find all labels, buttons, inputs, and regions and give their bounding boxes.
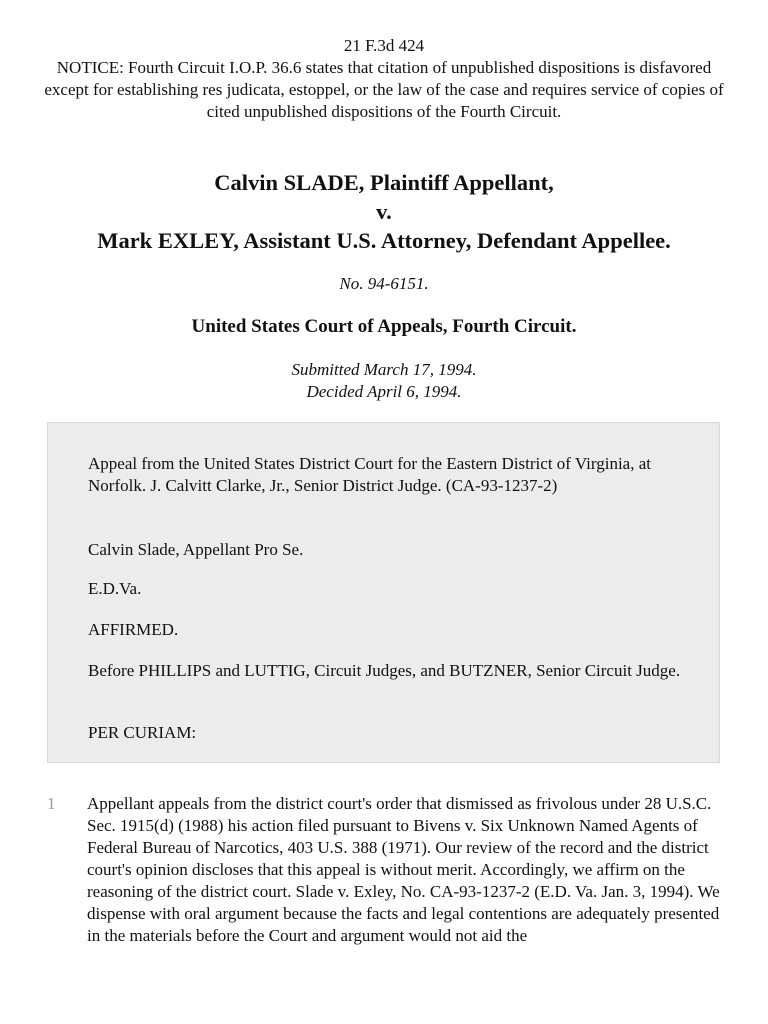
case-dates xyxy=(40,359,728,403)
unpublished-notice: NOTICE: Fourth Circuit I.O.P. 36.6 states that citation of unpublished dispositions is disfavored except for establishing res judicata, estoppel, or the law of the case and requires service of copies of cited unpublished dispositions of the Fourth Circuit. xyxy=(44,58,724,121)
opinion-paragraph: Appellant appeals from the district court's order that dismissed as frivolous under 28 U.S.C. Sec. 1915(d) (1988) his action filed pursuant to Bivens v. Six Unknown Named Agents of Federal Bureau of Narcotics, 403 U.S. 388 (1971). Our review of the record and the district court's opinion discloses that this appeal is without merit. Accordingly, we affirm on the reasoning of the district court. Slade v. Exley, No. CA-93-1237-2 (E.D. Va. Jan. 3, 1994). We dispense with oral argument because the facts and legal contentions are adequately presented in the materials before the Court and argument would not aid the xyxy=(87,794,720,945)
district: E.D.Va. xyxy=(88,579,142,598)
case-summary-box xyxy=(47,422,720,763)
counsel: Calvin Slade, Appellant Pro Se. xyxy=(88,540,304,559)
panel: Before PHILLIPS and LUTTIG, Circuit Judges, and BUTZNER, Senior Circuit Judge. xyxy=(88,661,681,680)
plaintiff-line: Calvin SLADE, Plaintiff Appellant, xyxy=(214,170,554,195)
opinion-author: PER CURIAM: xyxy=(88,723,197,742)
citation: 21 F.3d 424 xyxy=(343,36,425,55)
defendant-line: Mark EXLEY, Assistant U.S. Attorney, Defendant Appellee. xyxy=(97,228,671,253)
disposition: AFFIRMED. xyxy=(88,620,179,639)
paragraph-number: 1 xyxy=(47,794,56,813)
versus-line: v. xyxy=(376,199,392,224)
decided-date: Decided April 6, 1994. xyxy=(306,382,462,401)
appeal-from: Appeal from the United States District Court for the Eastern District of Virginia, at Norfolk. J. Calvitt Clarke, Jr., Senior District Judge. (CA-93-1237-2) xyxy=(88,454,652,495)
court-name: United States Court of Appeals, Fourth Circuit. xyxy=(191,316,577,337)
document-header xyxy=(40,35,728,123)
docket-number: No. 94-6151. xyxy=(339,274,429,293)
submitted-date: Submitted March 17, 1994. xyxy=(291,360,477,379)
case-caption xyxy=(20,168,748,255)
